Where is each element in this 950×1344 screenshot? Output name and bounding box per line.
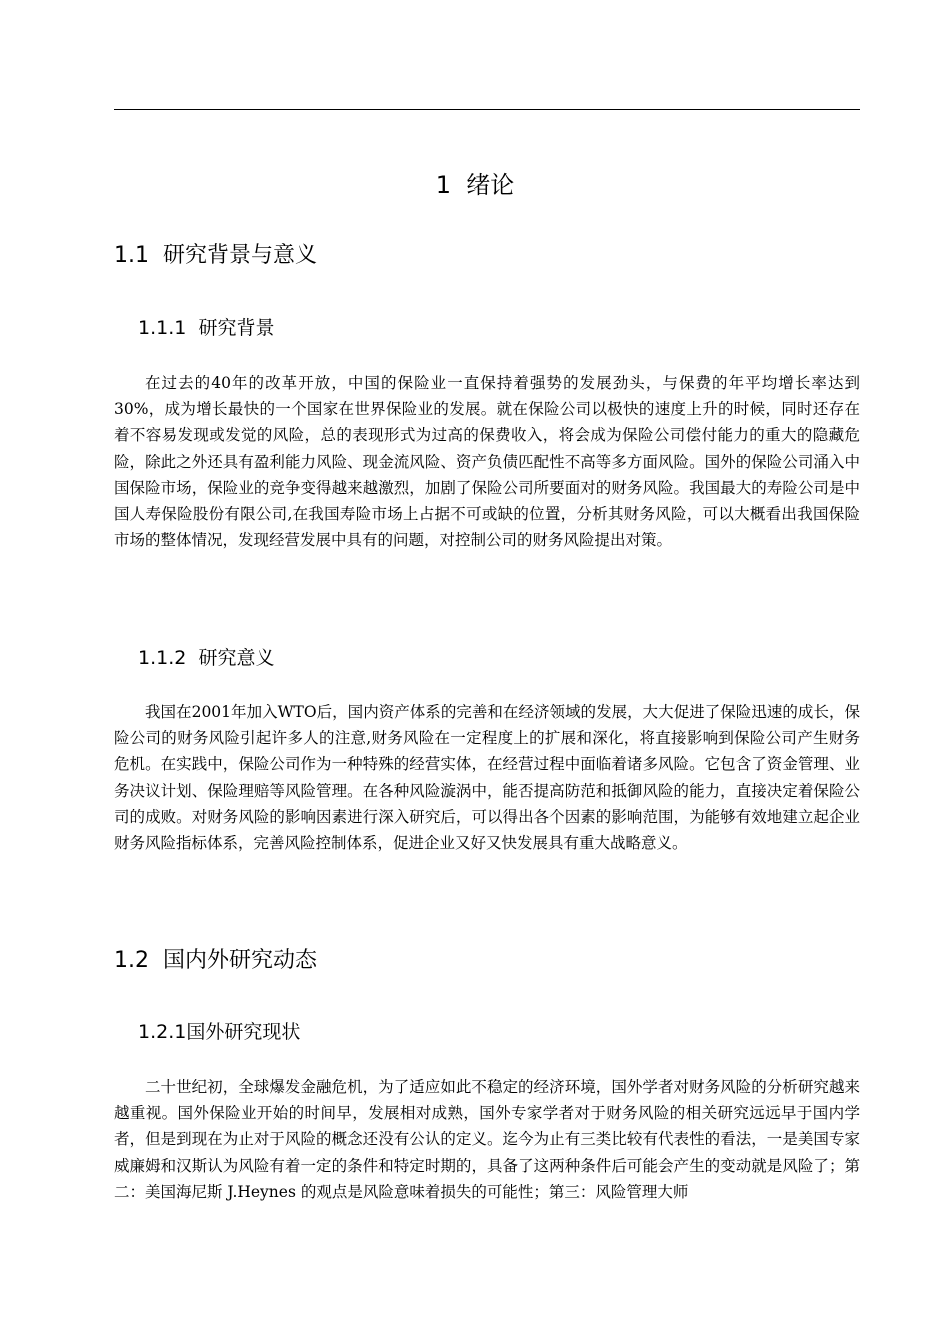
section-number: 1.2.1 [138,1021,187,1043]
section-title: 研究背景与意义 [163,243,318,268]
section-1-1-heading [114,238,317,269]
section-title: 国内外研究动态 [163,948,318,973]
chapter-title [0,165,950,200]
section-1-2-heading [114,943,317,974]
section-1-2-1-heading [138,1017,300,1044]
section-number: 1.1.2 [138,647,187,669]
section-title: 研究意义 [198,647,275,669]
section-title: 国外研究现状 [186,1021,301,1043]
header-rule [114,109,860,110]
section-title: 研究背景 [198,317,275,339]
section-number: 1.2 [114,948,149,973]
section-1-1-2-heading [138,643,274,670]
paragraph-foreign-research: 二十世纪初，全球爆发金融危机，为了适应如此不稳定的经济环境，国外学者对财务风险的分析研究越来越重视。国外保险业开始的时间早，发展相对成熟，国外专家学者对于财务风险的相关研究远远早于国内学者，但是到现在为止对于风险的概念还没有公认的定义。迄今为止有三类比较有代表性的看法，一是美国专家威廉姆和汉斯认为风险有着一定的条件和特定时期的，具备了这两种条件后可能会产生的变动就是风险了；第二：美国海尼斯 J.Heynes 的观点是风险意味着损失的可能性；第三：风险管理大师 [114,1078,860,1201]
paragraph-background: 在过去的40年的改革开放，中国的保险业一直保持着强势的发展劲头，与保费的年平均增长率达到30%，成为增长最快的一个国家在世界保险业的发展。就在保险公司以极快的速度上升的时候，同时还存在着不容易发现或发觉的风险，总的表现形式为过高的保费收入，将会成为保险公司偿付能力的重大的隐藏危险，除此之外还具有盈利能力风险、现金流风险、资产负债匹配性不高等多方面风险。国外的保险公司涌入中国保险市场，保险业的竞争变得越来越激烈，加剧了保险公司所要面对的财务风险。我国最大的寿险公司是中国人寿保险股份有限公司,在我国寿险市场上占据不可或缺的位置，分析其财务风险，可以大概看出我国保险市场的整体情况，发现经营发展中具有的问题，对控制公司的财务风险提出对策。 [114,374,860,550]
paragraph-significance: 我国在2001年加入WTO后，国内资产体系的完善和在经济领域的发展，大大促进了保险迅速的成长，保险公司的财务风险引起许多人的注意,财务风险在一定程度上的扩展和深化，将直接影响到保险公司产生财务危机。在实践中，保险公司作为一种特殊的经营实体，在经营过程中面临着诸多风险。它包含了资金管理、业务决议计划、保险理赔等风险管理。在各种风险漩涡中，能否提高防范和抵御风险的能力，直接决定着保险公司的成败。对财务风险的影响因素进行深入研究后，可以得出各个因素的影响范围，为能够有效地建立起企业财务风险指标体系，完善风险控制体系，促进企业又好又快发展具有重大战略意义。 [114,703,860,853]
section-1-1-1-heading [138,313,274,340]
chapter-title-text: 绪论 [466,171,515,199]
chapter-number: 1 [435,171,451,199]
section-number: 1.1 [114,243,149,268]
section-number: 1.1.1 [138,317,187,339]
